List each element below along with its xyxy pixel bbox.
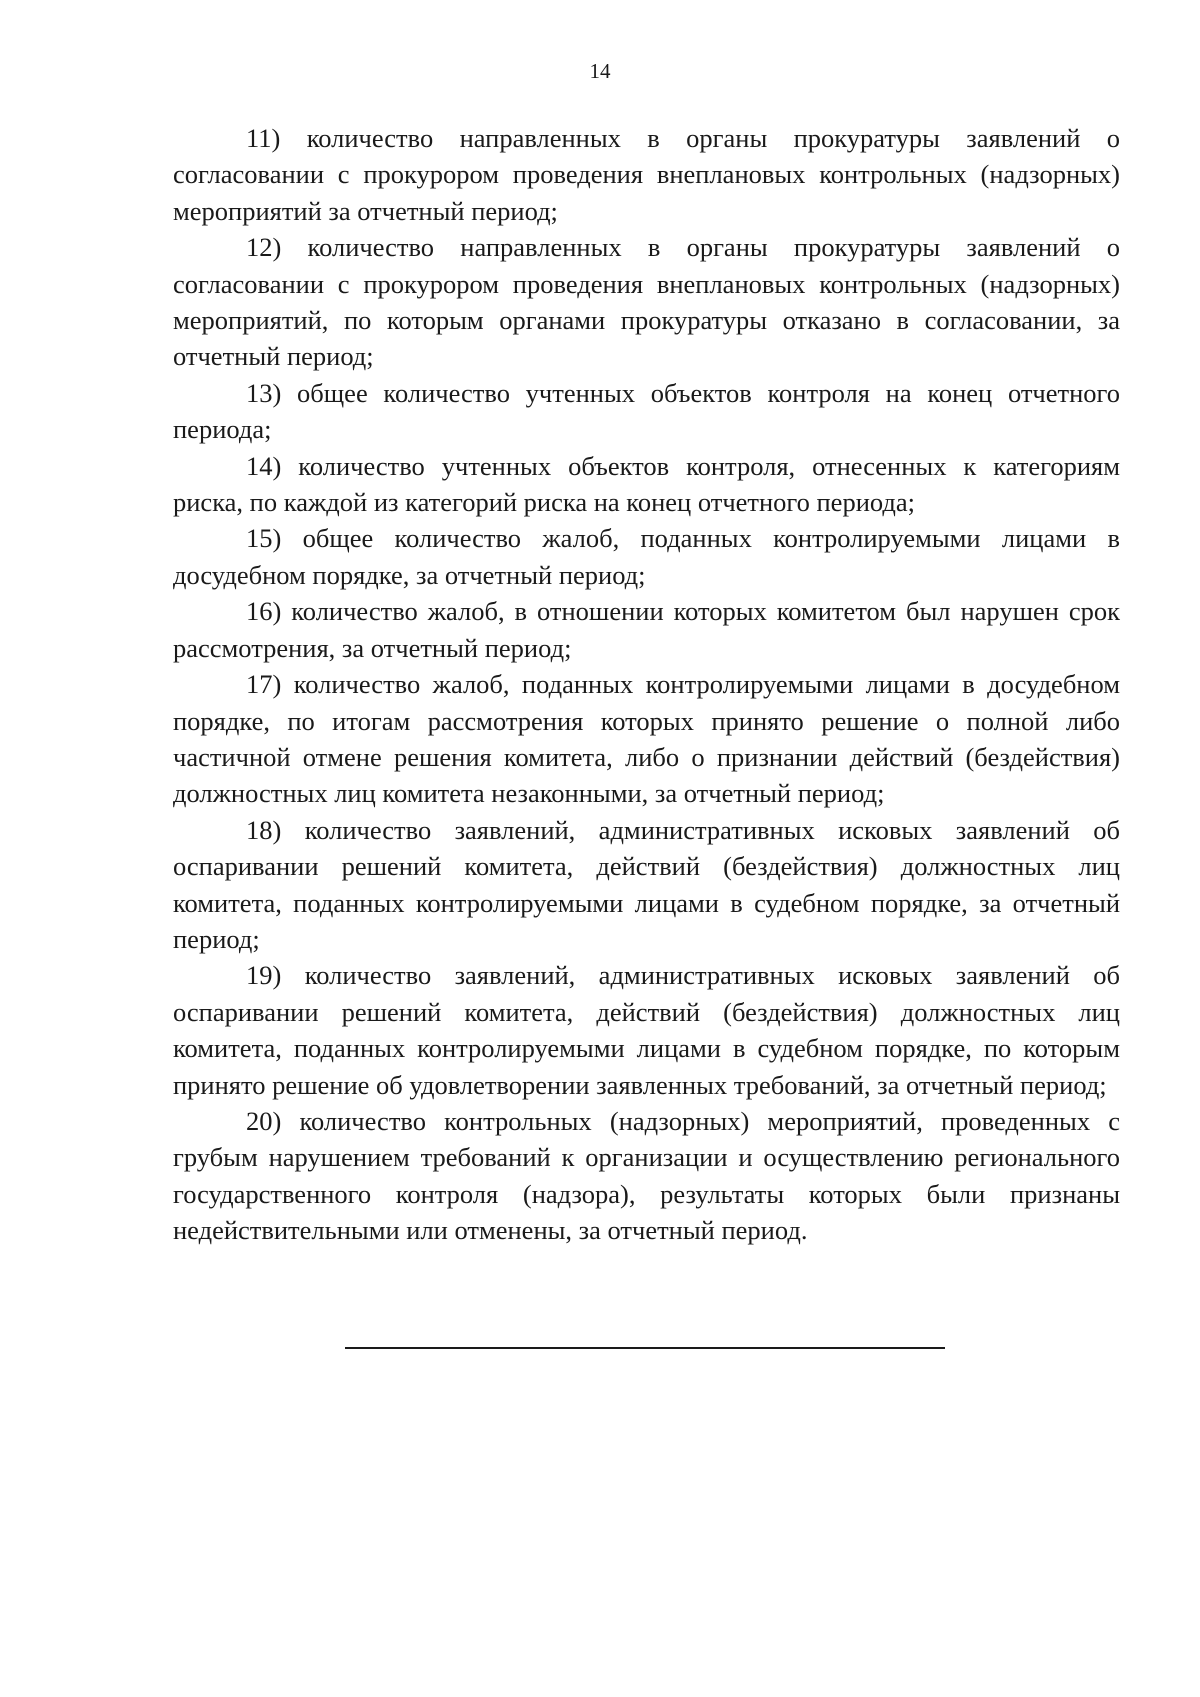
list-item-18: 18) количество заявлений, административных исковых заявлений об оспаривании решений комитета, действий (бездействия) должностных лиц комитета, поданных контролируемыми лицами в судебном порядке, за отчетный период; [173, 814, 1120, 954]
list-item-13: 13) общее количество учтенных объектов контроля на конец отчетного периода; [173, 377, 1120, 445]
list-item-16: 16) количество жалоб, в отношении которых комитетом был нарушен срок рассмотрения, за отчетный период; [173, 596, 1120, 663]
list-item-11: 11) количество направленных в органы прокуратуры заявлений о согласовании с прокурором проведения внеплановых контрольных (надзорных) мероприятий за отчетный период; [173, 123, 1120, 226]
list-item-20: 20) количество контрольных (надзорных) мероприятий, проведенных с грубым нарушением требований к организации и осуществлению регионального государственного контроля (надзора), результаты которых были признаны недействительными или отменены, за отчетный период. [173, 1105, 1120, 1246]
list-item-12: 12) количество направленных в органы прокуратуры заявлений о согласовании с прокурором проведения внеплановых контрольных (надзорных) мероприятий, по которым органами прокуратуры отказано в согласовании, за отчетный период; [173, 232, 1120, 372]
page-number: 14 [589, 59, 611, 83]
document-body [173, 120, 1120, 1249]
list-item-19: 19) количество заявлений, административных исковых заявлений об оспаривании решений комитета, действий (бездействия) должностных лиц комитета, поданных контролируемыми лицами в судебном порядке, по которым принято решение об удовлетворении заявленных требований, за отчетный период; [173, 960, 1120, 1100]
list-item-17: 17) количество жалоб, поданных контролируемыми лицами в досудебном порядке, по итогам рассмотрения которых принято решение о полной либо частичной отмене решения комитета, либо о признании действий (бездействия) должностных лиц комитета незаконными, за отчетный период; [173, 669, 1120, 809]
end-of-document-divider [345, 1347, 945, 1349]
list-item-14: 14) количество учтенных объектов контроля, отнесенных к категориям риска, по каждой из категорий риска на конец отчетного периода; [173, 450, 1120, 518]
list-item-15: 15) общее количество жалоб, поданных контролируемыми лицами в досудебном порядке, за отчетный период; [173, 523, 1120, 590]
